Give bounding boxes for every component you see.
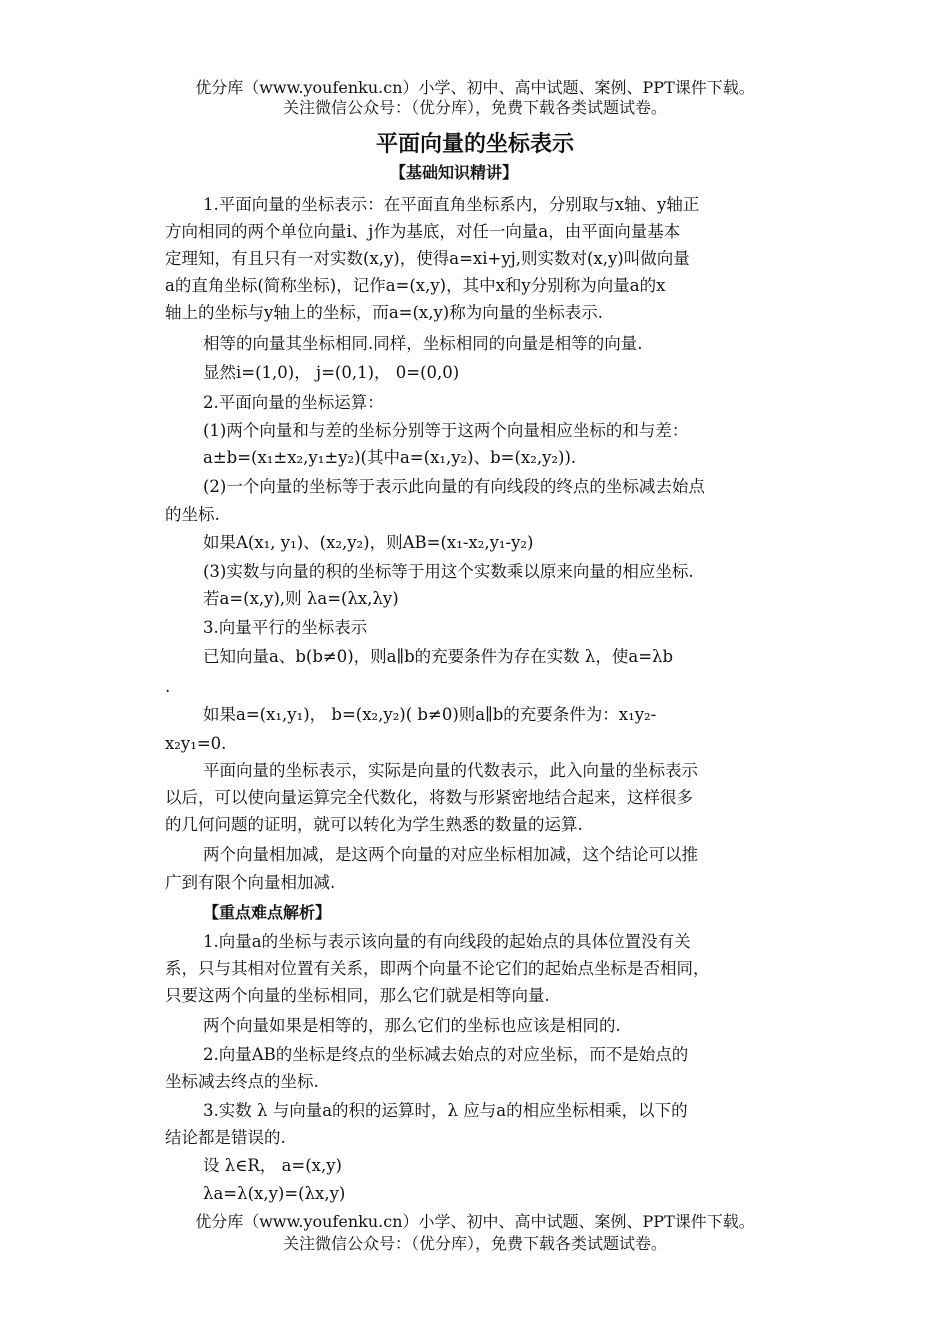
section-heading-basics: 【基础知识精讲】 <box>390 163 519 182</box>
text-line: 已知向量a、b(b≠0)，则a∥b的充要条件为存在实数 λ，使a=λb <box>203 647 674 666</box>
text-line: 坐标减去终点的坐标. <box>165 1072 319 1091</box>
footer-line-2: 关注微信公众号：（优分库），免费下载各类试题试卷。 <box>282 1234 667 1253</box>
text-line: (1)两个向量和与差的坐标分别等于这两个向量相应坐标的和与差： <box>203 421 689 440</box>
text-line: 显然i=(1,0)， j=(0,1)， 0=(0,0) <box>203 363 460 382</box>
text-line: . <box>165 677 171 696</box>
header-line-2: 关注微信公众号：（优分库），免费下载各类试题试卷。 <box>282 98 667 117</box>
text-line: 3.实数 λ 与向量a的积的运算时，λ 应与a的相应坐标相乘，以下的 <box>203 1101 688 1120</box>
text-line: 1.向量a的坐标与表示该向量的有向线段的起始点的具体位置没有关 <box>203 932 691 951</box>
text-line: 以后，可以使向量运算完全代数化，将数与形紧密地结合起来，这样很多 <box>165 788 693 807</box>
text-line: 如果A(x₁, y₁)、(x₂,y₂)，则AB=(x₁-x₂,y₁-y₂) <box>203 533 534 552</box>
text-line: 设 λ∈R， a=(x,y) <box>203 1156 342 1175</box>
text-line: 系，只与其相对位置有关系，即两个向量不论它们的起始点坐标是否相同， <box>165 959 710 978</box>
header-line-1: 优分库（www.youfenku.cn）小学、初中、高中试题、案例、PPT课件下载。 <box>195 78 755 97</box>
footer-line-1: 优分库（www.youfenku.cn）小学、初中、高中试题、案例、PPT课件下载。 <box>195 1212 755 1231</box>
text-line: 相等的向量其坐标相同.同样，坐标相同的向量是相等的向量. <box>203 334 643 353</box>
text-line: 3.向量平行的坐标表示 <box>203 618 368 637</box>
text-line: a±b=(x₁±x₂,y₁±y₂)(其中a=(x₁,y₂)、b=(x₂,y₂)). <box>203 448 577 467</box>
text-line: 结论都是错误的. <box>165 1128 286 1147</box>
text-line: 1.平面向量的坐标表示：在平面直角坐标系内，分别取与x轴、y轴正 <box>203 195 700 214</box>
page-footer <box>0 1211 950 1255</box>
text-line: 定理知，有且只有一对实数(x,y)，使得a=xi+yj,则实数对(x,y)叫做向量 <box>165 249 690 268</box>
page-title: 平面向量的坐标表示 <box>375 132 574 157</box>
text-line: λa=λ(x,y)=(λx,y) <box>203 1184 346 1203</box>
text-line: 平面向量的坐标表示，实际是向量的代数表示，此入向量的坐标表示 <box>203 761 698 780</box>
text-line: 如果a=(x₁,y₁)， b=(x₂,y₂)( b≠0)则a∥b的充要条件为：x₁y₂- <box>203 705 657 724</box>
text-line: 若a=(x,y),则 λa=(λx,λy) <box>203 589 399 608</box>
text-line: 轴上的坐标与y轴上的坐标，而a=(x,y)称为向量的坐标表示. <box>165 303 603 322</box>
text-line: (3)实数与向量的积的坐标等于用这个实数乘以原来向量的相应坐标. <box>203 562 694 581</box>
text-line: 2.平面向量的坐标运算： <box>203 393 384 412</box>
text-line: 2.向量AB的坐标是终点的坐标减去始点的对应坐标，而不是始点的 <box>203 1045 689 1064</box>
text-line: 只要这两个向量的坐标相同，那么它们就是相等向量. <box>165 986 550 1005</box>
text-line: (2)一个向量的坐标等于表示此向量的有向线段的终点的坐标减去始点 <box>203 477 705 496</box>
text-line: 方向相同的两个单位向量i、j作为基底，对任一向量a，由平面向量基本 <box>165 222 681 241</box>
page-header <box>0 78 950 118</box>
section-heading-key-points: 【重点难点解析】 <box>203 903 332 922</box>
text-line: x₂y₁=0. <box>165 734 227 753</box>
text-line: 的几何问题的证明，就可以转化为学生熟悉的数量的运算. <box>165 815 583 834</box>
text-line: a的直角坐标(简称坐标)，记作a=(x,y)，其中x和y分别称为向量a的x <box>165 276 666 295</box>
text-line: 广到有限个向量相加减. <box>165 873 336 892</box>
text-line: 两个向量如果是相等的，那么它们的坐标也应该是相同的. <box>203 1016 621 1035</box>
text-line: 两个向量相加减，是这两个向量的对应坐标相加减，这个结论可以推 <box>203 845 698 864</box>
text-line: 的坐标. <box>165 505 220 524</box>
